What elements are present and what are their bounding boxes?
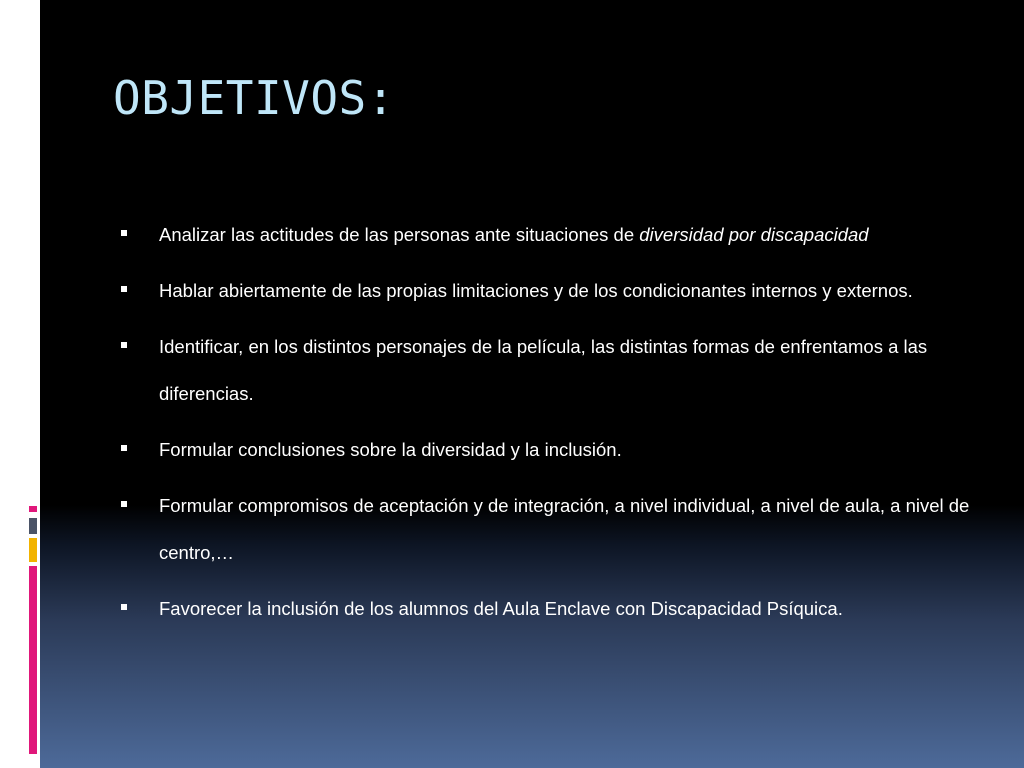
bullet-emphasis-text: diversidad por discapacidad xyxy=(639,224,869,245)
list-item xyxy=(120,211,970,258)
accent-mark-pink-small xyxy=(29,506,37,512)
accent-mark-pink-tall xyxy=(29,566,37,754)
list-item xyxy=(120,482,970,576)
bullet-text: Formular compromisos de aceptación y de integración, a nivel individual, a nivel de aula, a nivel de centro,… xyxy=(159,495,970,563)
list-item xyxy=(120,267,970,314)
list-item xyxy=(120,426,970,473)
accent-mark-yellow xyxy=(29,538,37,562)
bullet-text: Hablar abiertamente de las propias limitaciones y de los condicionantes internos y externos. xyxy=(159,280,913,301)
bullet-square-icon xyxy=(121,342,127,348)
bullet-square-icon xyxy=(121,286,127,292)
bullet-square-icon xyxy=(121,230,127,236)
objectives-list xyxy=(120,211,970,641)
bullet-text: Analizar las actitudes de las personas ante situaciones de xyxy=(159,224,640,245)
bullet-text: Identificar, en los distintos personajes de la película, las distintas formas de enfrentamos a las diferencias. xyxy=(159,336,928,404)
bullet-text: Formular conclusiones sobre la diversidad y la inclusión. xyxy=(159,439,622,460)
bullet-text: Favorecer la inclusión de los alumnos del Aula Enclave con Discapacidad Psíquica. xyxy=(159,598,843,619)
bullet-square-icon xyxy=(121,445,127,451)
slide-title: OBJETIVOS: xyxy=(113,71,395,125)
bullet-square-icon xyxy=(121,604,127,610)
list-item xyxy=(120,323,970,417)
bullet-square-icon xyxy=(121,501,127,507)
accent-mark-gray xyxy=(29,518,37,534)
list-item xyxy=(120,585,970,632)
